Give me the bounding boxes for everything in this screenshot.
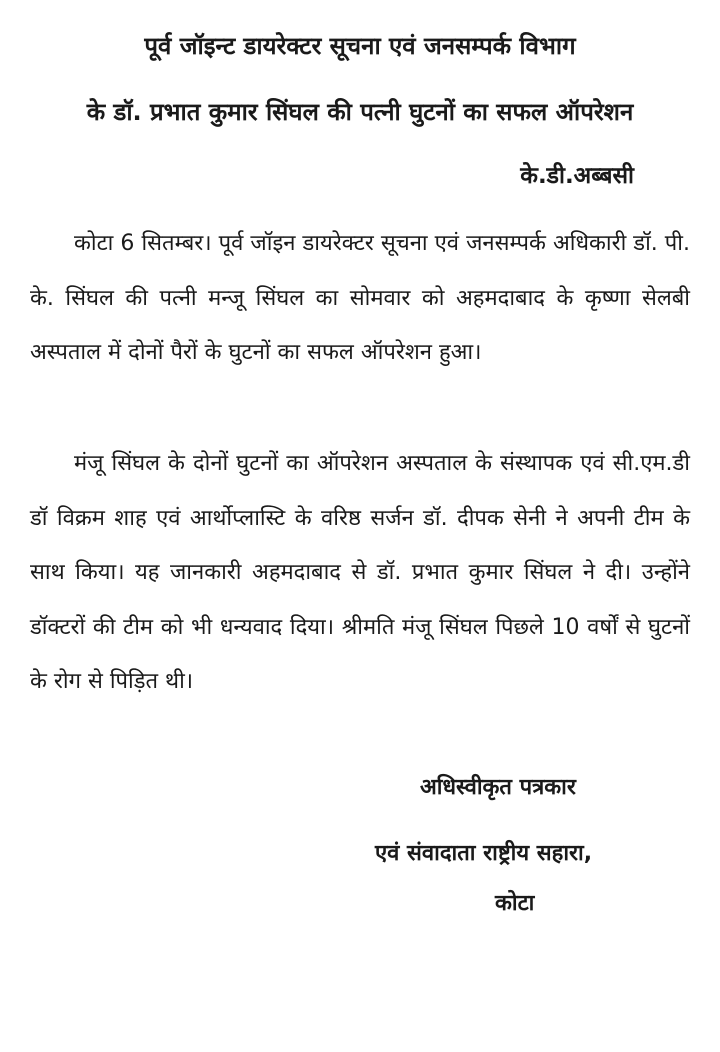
signature-line-2: एवं संवादाता राष्ट्रीय सहारा, [375,841,593,866]
body-paragraph-1: कोटा 6 सितम्बर। पूर्व जॉइन डायरेक्टर सूचना एवं जनसम्पर्क अधिकारी डॉ. पी. के. सिंघल की पत्नी मन्जू सिंघल का सोमवार को अहमदाबाद के कृष्णा सेलबी अस्पताल में दोनों पैरों के घुटनों का सफल ऑपरेशन हुआ। [30,231,690,365]
signature-line-1: अधिस्वीकृत पत्रकार [420,775,576,800]
byline: के.डी.अब्बसी [520,163,634,189]
headline-line-2: के डॉ. प्रभात कुमार सिंघल की पत्नी घुटनों का सफल ऑपरेशन [86,98,634,126]
body-paragraph-2: मंजू सिंघल के दोनों घुटनों का ऑपरेशन अस्पताल के संस्थापक एवं सी.एम.डी डॉ विक्रम शाह एवं आर्थोप्लास्टि के वरिष्ठ सर्जन डॉ. दीपक सेनी ने अपनी टीम के साथ किया। यह जानकारी अहमदाबाद से डॉ. प्रभात कुमार सिंघल ने दी। उन्होंने डॉक्टरों की टीम को भी धन्यवाद दिया। श्रीमति मंजू सिंघल पिछले 10 वर्षों से घुटनों के रोग से पिड़ित थी। [30,451,690,694]
signature-line-3: कोटा [495,891,535,916]
headline-line-1: पूर्व जॉइन्ट डायरेक्टर सूचना एवं जनसम्पर्क विभाग [144,32,576,60]
